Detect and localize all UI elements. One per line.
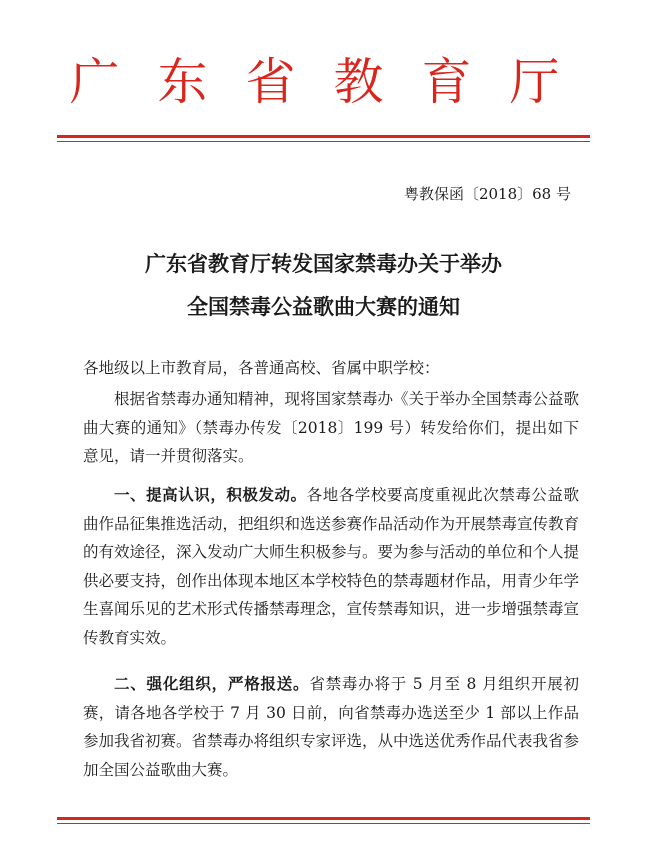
paragraph-section-2: [83, 670, 579, 784]
footer-rule-thin: [57, 823, 590, 824]
salutation: 各地级以上市教育局，各普通高校、省属中职学校：: [83, 359, 440, 377]
document-title-line-1: 广东省教育厅转发国家禁毒办关于举办: [145, 251, 502, 276]
paragraph-intro: [83, 385, 579, 471]
paragraph-text: 根据省禁毒办通知精神，现将国家禁毒办《关于举办全国禁毒公益歌曲大赛的通知》（禁毒办传发〔2018〕199 号）转发给你们，提出如下意见，请一并贯彻落实。: [83, 390, 580, 465]
document-title-line-2: 全国禁毒公益歌曲大赛的通知: [187, 294, 460, 319]
document-number: 粤教保函〔2018〕68 号: [403, 185, 571, 203]
paragraph-section-1: [83, 481, 579, 652]
paragraph-text: 各地各学校要高度重视此次禁毒公益歌曲作品征集推选活动，把组织和选送参赛作品活动作为开展禁毒宣传教育的有效途径，深入发动广大师生积极参与。要为参与活动的单位和个人提供必要支持，创作出体现本地区本学校特色的禁毒题材作品，用青少年学生喜闻乐见的艺术形式传播禁毒理念，宣传禁毒知识，进一步增强禁毒宣传教育实效。: [83, 486, 580, 647]
issuer-header: 广东省教育厅: [69, 53, 598, 111]
header-rule-thick: [57, 135, 590, 138]
paragraph-lead: 一、提高认识，积极发动。: [114, 485, 307, 504]
paragraph-text: 省禁毒办将于 5 月至 8 月组织开展初赛，请各地各学校于 7 月 30 日前，向省禁毒办选送至少 1 部以上作品参加我省初赛。省禁毒办将组织专家评选，从中选送优秀作品代表我省参加全国公益歌曲大赛。: [83, 675, 580, 779]
header-rule-thin: [57, 141, 590, 142]
paragraph-lead: 二、强化组织，严格报送。: [114, 674, 310, 693]
footer-rule-thick: [57, 817, 590, 820]
